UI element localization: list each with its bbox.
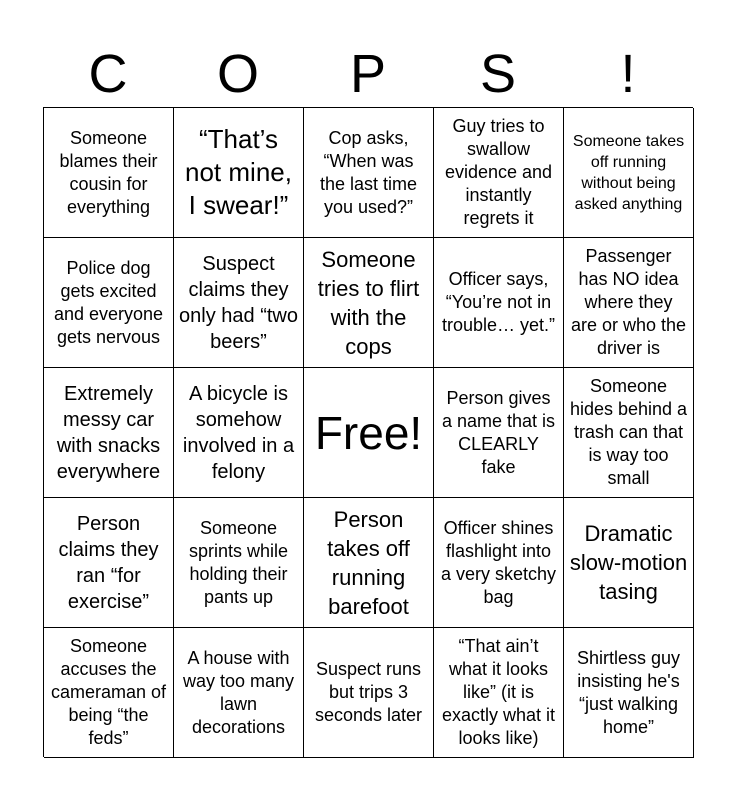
bingo-cell-r3c4[interactable] [434,368,564,498]
bingo-cell-r5c1[interactable] [44,628,174,758]
bingo-cell-text: Dramatic slow-motion tasing [569,521,688,604]
bingo-cell-text: Someone tries to flirt with the cops [317,246,420,359]
bingo-cell-r4c4[interactable] [434,498,564,628]
bingo-cell-text: Officer says, “You’re not in trouble… yet.” [441,269,556,335]
bingo-cell-r5c4[interactable] [434,628,564,758]
bingo-cell-r3c5[interactable] [564,368,694,498]
bingo-cell-r1c3[interactable] [304,108,434,238]
bingo-cell-text: Someone accuses the cameraman of being “the feds” [50,636,167,748]
header-letter-c: C [88,44,128,104]
bingo-cell-text: A bicycle is somehow involved in a felony [182,382,295,483]
bingo-cell-r5c5[interactable] [564,628,694,758]
bingo-cell-r2c5[interactable] [564,238,694,368]
bingo-cell-r1c1[interactable] [44,108,174,238]
bingo-cell-text: Extremely messy car with snacks everywhere [56,382,161,483]
bingo-cell-r4c5[interactable] [564,498,694,628]
bingo-cell-text: Officer shines flashlight into a very sketchy bag [440,517,557,607]
bingo-cell-r4c2[interactable] [174,498,304,628]
bingo-cell-text: Cop asks, “When was the last time you used?” [319,127,418,217]
bingo-grid [43,107,693,757]
header-letter-s: S [479,44,517,104]
bingo-cell-text: Someone sprints while holding their pants up [188,517,289,607]
bingo-cell-free[interactable] [304,368,434,498]
bingo-cell-text: “That ain’t what it looks like” (it is exactly what it looks like) [441,636,556,748]
bingo-cell-r2c1[interactable] [44,238,174,368]
bingo-cell-r1c2[interactable] [174,108,304,238]
bingo-cell-text: Passenger has NO idea where they are or who the driver is [570,246,687,358]
bingo-cell-text: Guy tries to swallow evidence and instantly regrets it [444,116,553,228]
bingo-cell-text: Free! [314,406,423,459]
bingo-cell-r1c4[interactable] [434,108,564,238]
bingo-cell-text: Someone takes off running without being asked anything [572,132,685,213]
bingo-cell-text: Person takes off running barefoot [327,506,410,619]
header-letter-exclamation: ! [620,44,636,104]
bingo-cell-r2c2[interactable] [174,238,304,368]
bingo-cell-text: A house with way too many lawn decorations [182,647,295,737]
bingo-cell-text: Shirtless guy insisting he's “just walking home” [576,647,681,737]
bingo-cell-r3c2[interactable] [174,368,304,498]
bingo-cell-text: Person claims they ran “for exercise” [58,512,159,613]
bingo-cell-r4c1[interactable] [44,498,174,628]
bingo-cell-text: Someone hides behind a trash can that is way too small [569,376,688,488]
bingo-cell-text: Person gives a name that is CLEARLY fake [441,387,556,477]
bingo-cell-r4c3[interactable] [304,498,434,628]
bingo-cell-text: Police dog gets excited and everyone gets nervous [53,257,164,347]
bingo-cell-r5c2[interactable] [174,628,304,758]
bingo-cell-r2c3[interactable] [304,238,434,368]
bingo-cell-text: Someone blames their cousin for everything [59,127,158,217]
header-letter-o: O [216,44,259,104]
header-letter-p: P [349,44,387,104]
bingo-cell-text: Suspect claims they only had “two beers” [179,252,298,353]
bingo-cell-r1c5[interactable] [564,108,694,238]
bingo-cell-r3c1[interactable] [44,368,174,498]
bingo-cell-text: “That’s not mine, I swear!” [185,124,292,220]
bingo-cell-text: Suspect runs but trips 3 seconds later [314,659,423,725]
bingo-cell-r2c4[interactable] [434,238,564,368]
bingo-header [43,40,693,108]
bingo-cell-r5c3[interactable] [304,628,434,758]
